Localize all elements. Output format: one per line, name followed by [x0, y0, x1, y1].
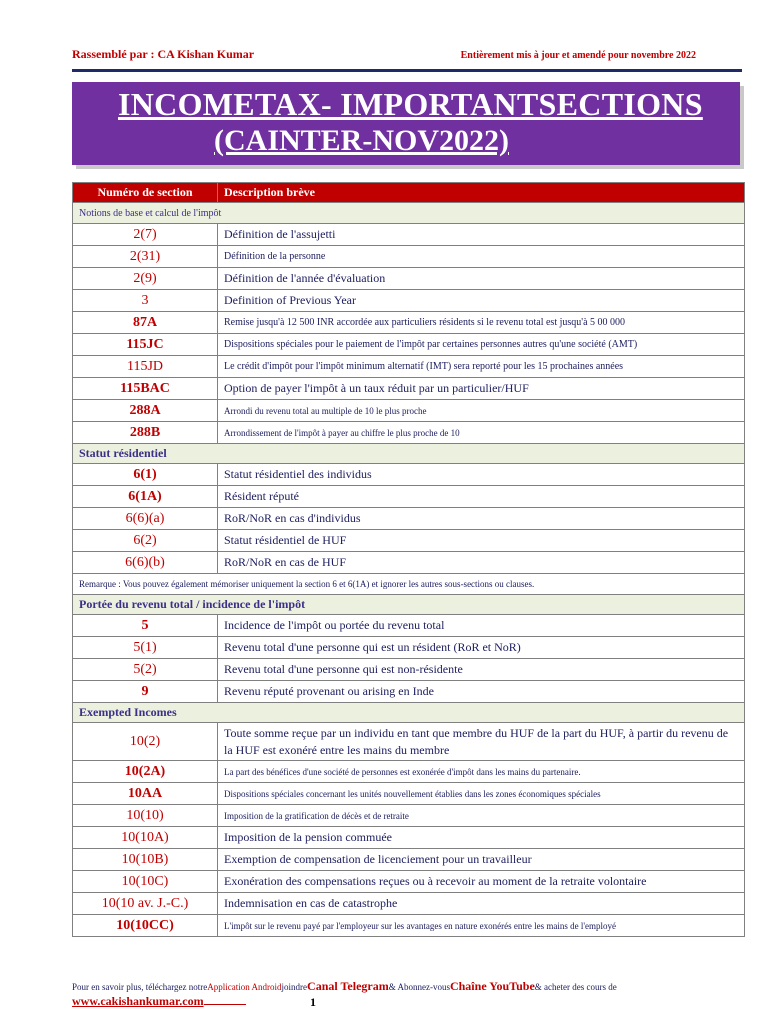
residential-note: Remarque : Vous pouvez également mémoriser uniquement la section 6 et 6(1A) et ignorer les autres sous-sections ou clauses.	[73, 574, 745, 595]
section-description: Arrondissement de l'impôt à payer au chiffre le plus proche de 10	[218, 422, 745, 444]
table-row	[73, 915, 745, 937]
group-heading-residential-status: Statut résidentiel	[73, 444, 745, 464]
section-description: Exemption de compensation de licenciement pour un travailleur	[218, 849, 745, 871]
section-number: 10(2A)	[73, 761, 218, 783]
section-number: 10(10)	[73, 805, 218, 827]
section-description: Définition de la personne	[218, 246, 745, 268]
section-number: 5	[73, 615, 218, 637]
youtube-channel-link[interactable]: Chaîne YouTube	[449, 979, 535, 993]
table-row	[73, 378, 745, 400]
footer-text-3: & Abonnez-vous	[388, 982, 450, 992]
section-description: Statut résidentiel des individus	[218, 464, 745, 486]
section-number: 3	[73, 290, 218, 312]
table-row	[73, 268, 745, 290]
section-description: Dispositions spéciales concernant les unités nouvellement établies dans les zones économiques spéciales	[218, 783, 745, 805]
table-row	[73, 827, 745, 849]
table-row	[73, 783, 745, 805]
section-number: 6(6)(b)	[73, 552, 218, 574]
section-description: Définition de l'année d'évaluation	[218, 268, 745, 290]
table-row	[73, 681, 745, 703]
table-row	[73, 615, 745, 637]
compiler-credit: Rassemblé par : CA Kishan Kumar	[72, 47, 255, 61]
section-description: Revenu réputé provenant ou arising en Inde	[218, 681, 745, 703]
section-number: 6(1)	[73, 464, 218, 486]
section-description: Revenu total d'une personne qui est un résident (RoR et NoR)	[218, 637, 745, 659]
group-heading-scope-of-income: Portée du revenu total / incidence de l'impôt	[73, 595, 745, 615]
section-number: 5(2)	[73, 659, 218, 681]
footer-text-1: Pour en savoir plus, téléchargez notre	[72, 982, 208, 992]
section-description: Indemnisation en cas de catastrophe	[218, 893, 745, 915]
table-row	[73, 290, 745, 312]
table-row	[73, 530, 745, 552]
telegram-channel-link[interactable]: Canal Telegram	[307, 979, 389, 993]
section-description: Revenu total d'une personne qui est non-résidente	[218, 659, 745, 681]
section-number: 2(7)	[73, 224, 218, 246]
table-row	[73, 893, 745, 915]
footer-text-2: joindre	[281, 982, 308, 992]
section-description: Résident réputé	[218, 486, 745, 508]
section-number: 6(1A)	[73, 486, 218, 508]
section-description: Incidence de l'impôt ou portée du revenu total	[218, 615, 745, 637]
section-number: 2(31)	[73, 246, 218, 268]
section-description: Dispositions spéciales pour le paiement de l'impôt par certaines personnes autres qu'une société (AMT)	[218, 334, 745, 356]
footer-url-line	[72, 994, 246, 1009]
table-row	[73, 508, 745, 530]
section-number: 6(6)(a)	[73, 508, 218, 530]
page-header	[72, 47, 696, 62]
table-row	[73, 637, 745, 659]
section-number: 10(10B)	[73, 849, 218, 871]
table-row	[73, 356, 745, 378]
section-description: L'impôt sur le revenu payé par l'employeur sur les avantages en nature exonérés entre les mains de l'employé	[218, 915, 745, 937]
table-row	[73, 312, 745, 334]
section-description: Statut résidentiel de HUF	[218, 530, 745, 552]
section-description: Remise jusqu'à 12 500 INR accordée aux particuliers résidents si le revenu total est jusqu'à 5 00 000	[218, 312, 745, 334]
table-row	[73, 400, 745, 422]
table-row	[73, 871, 745, 893]
section-description: Imposition de la pension commuée	[218, 827, 745, 849]
section-description: Le crédit d'impôt pour l'impôt minimum alternatif (IMT) sera reporté pour les 15 prochaines années	[218, 356, 745, 378]
section-number: 2(9)	[73, 268, 218, 290]
table-row	[73, 761, 745, 783]
column-header-description: Description brève	[218, 183, 745, 203]
section-description: Définition de l'assujetti	[218, 224, 745, 246]
table-row	[73, 486, 745, 508]
section-description: Imposition de la gratification de décès et de retraite	[218, 805, 745, 827]
header-rule	[72, 69, 742, 72]
group-heading-exempted-incomes: Exempted Incomes	[73, 703, 745, 723]
table-row	[73, 464, 745, 486]
section-number: 10(10A)	[73, 827, 218, 849]
title-line-1: INCOMETAX- IMPORTANTSECTIONS	[118, 86, 703, 122]
section-number: 115BAC	[73, 378, 218, 400]
section-description: Definition of Previous Year	[218, 290, 745, 312]
website-link[interactable]: www.cakishankumar.com	[72, 994, 204, 1008]
footer-promo	[72, 980, 712, 993]
update-note: Entièrement mis à jour et amendé pour novembre 2022	[460, 50, 696, 61]
section-description: Exonération des compensations reçues ou à recevoir au moment de la retraite volontaire	[218, 871, 745, 893]
section-description: RoR/NoR en cas de HUF	[218, 552, 745, 574]
section-number: 115JD	[73, 356, 218, 378]
table-header-row	[73, 183, 745, 203]
sections-table	[72, 182, 745, 937]
title-banner	[72, 82, 740, 165]
page-number: 1	[310, 995, 316, 1009]
section-number: 5(1)	[73, 637, 218, 659]
section-number: 288A	[73, 400, 218, 422]
table-row	[73, 659, 745, 681]
table-row	[73, 723, 745, 761]
underline-rule	[204, 1004, 246, 1005]
section-description: Toute somme reçue par un individu en tant que membre du HUF de la part du HUF, à partir du revenu de la HUF est exonéré entre les mains du membre	[218, 723, 745, 761]
section-number: 6(2)	[73, 530, 218, 552]
table-row	[73, 849, 745, 871]
table-row	[73, 552, 745, 574]
android-app-link[interactable]: Application Android	[207, 982, 282, 992]
section-number: 10(2)	[73, 723, 218, 761]
title-line-2: (CAINTER-NOV2022)	[214, 124, 509, 157]
column-header-section: Numéro de section	[73, 183, 218, 203]
section-number: 10AA	[73, 783, 218, 805]
section-number: 10(10CC)	[73, 915, 218, 937]
table-row	[73, 805, 745, 827]
section-number: 10(10C)	[73, 871, 218, 893]
section-number: 10(10 av. J.-C.)	[73, 893, 218, 915]
section-description: Arrondi du revenu total au multiple de 10 le plus proche	[218, 400, 745, 422]
section-description: Option de payer l'impôt à un taux réduit par un particulier/HUF	[218, 378, 745, 400]
footer-text-4: & acheter des cours de	[534, 982, 617, 992]
section-number: 9	[73, 681, 218, 703]
section-description: La part des bénéfices d'une société de personnes est exonérée d'impôt dans les mains du partenaire.	[218, 761, 745, 783]
table-row	[73, 334, 745, 356]
table-row	[73, 246, 745, 268]
section-number: 288B	[73, 422, 218, 444]
section-description: RoR/NoR en cas d'individus	[218, 508, 745, 530]
section-number: 87A	[73, 312, 218, 334]
table-row	[73, 224, 745, 246]
section-number: 115JC	[73, 334, 218, 356]
table-row	[73, 422, 745, 444]
group-heading-basics: Notions de base et calcul de l'impôt	[73, 203, 745, 224]
